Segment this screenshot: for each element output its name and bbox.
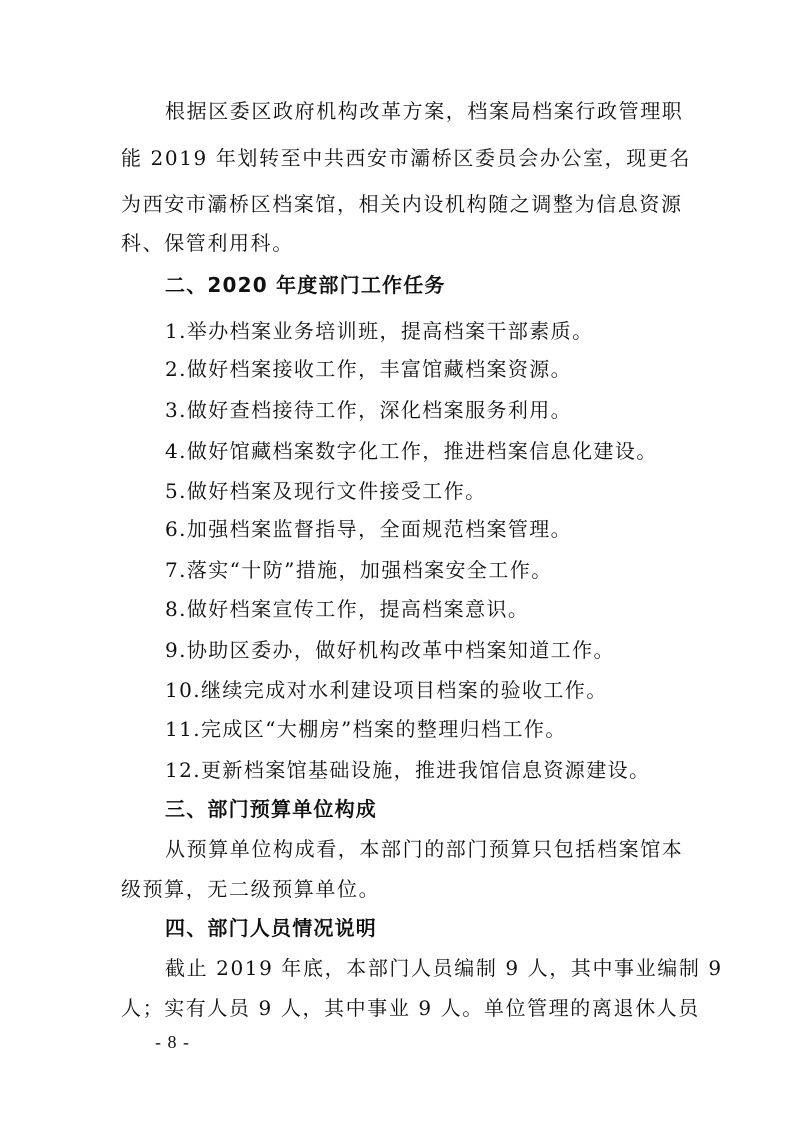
section-heading-budget-units: 三、部门预算单位构成 <box>165 797 377 821</box>
staff-line-1: 截止 2019 年底，本部门人员编制 9 人，其中事业编制 9 <box>165 956 723 980</box>
intro-line-2: 能 2019 年划转至中共西安市灞桥区委员会办公室，现更名 <box>121 146 692 170</box>
task-item: 3.做好查档接待工作，深化档案服务利用。 <box>165 398 573 422</box>
page-number: - 8 - <box>155 1032 190 1052</box>
task-item: 8.做好档案宣传工作，提高档案意识。 <box>165 597 530 621</box>
task-item: 9.协助区委办，做好机构改革中档案知道工作。 <box>165 638 615 662</box>
intro-line-1: 根据区委区政府机构改革方案，档案局档案行政管理职 <box>165 99 684 123</box>
task-item: 1.举办档案业务培训班，提高档案干部素质。 <box>165 319 594 343</box>
section-heading-tasks: 二、2020 年度部门工作任务 <box>165 273 446 297</box>
task-item: 12.更新档案馆基础设施，推进我馆信息资源建设。 <box>165 758 651 782</box>
task-item: 7.落实“十防”措施，加强档案安全工作。 <box>165 558 553 582</box>
intro-line-3: 为西安市灞桥区档案馆，相关内设机构随之调整为信息资源 <box>121 192 683 216</box>
task-item: 4.做好馆藏档案数字化工作，推进档案信息化建设。 <box>165 439 658 463</box>
budget-units-line-2: 级预算，无二级预算单位。 <box>121 877 381 901</box>
section-heading-staff: 四、部门人员情况说明 <box>165 916 377 940</box>
task-item: 2.做好档案接收工作，丰富馆藏档案资源。 <box>165 357 573 381</box>
task-item: 6.加强档案监督指导，全面规范档案管理。 <box>165 517 573 541</box>
task-item: 5.做好档案及现行文件接受工作。 <box>165 479 487 503</box>
task-item: 11.完成区“大棚房”档案的整理归档工作。 <box>165 717 567 741</box>
task-item: 10.继续完成对水利建设项目档案的验收工作。 <box>165 678 608 702</box>
budget-units-line-1: 从预算单位构成看，本部门的部门预算只包括档案馆本 <box>165 837 684 861</box>
intro-line-4: 科、保管利用科。 <box>121 231 294 255</box>
staff-line-2: 人；实有人员 9 人，其中事业 9 人。单位管理的离退休人员 <box>121 996 700 1020</box>
